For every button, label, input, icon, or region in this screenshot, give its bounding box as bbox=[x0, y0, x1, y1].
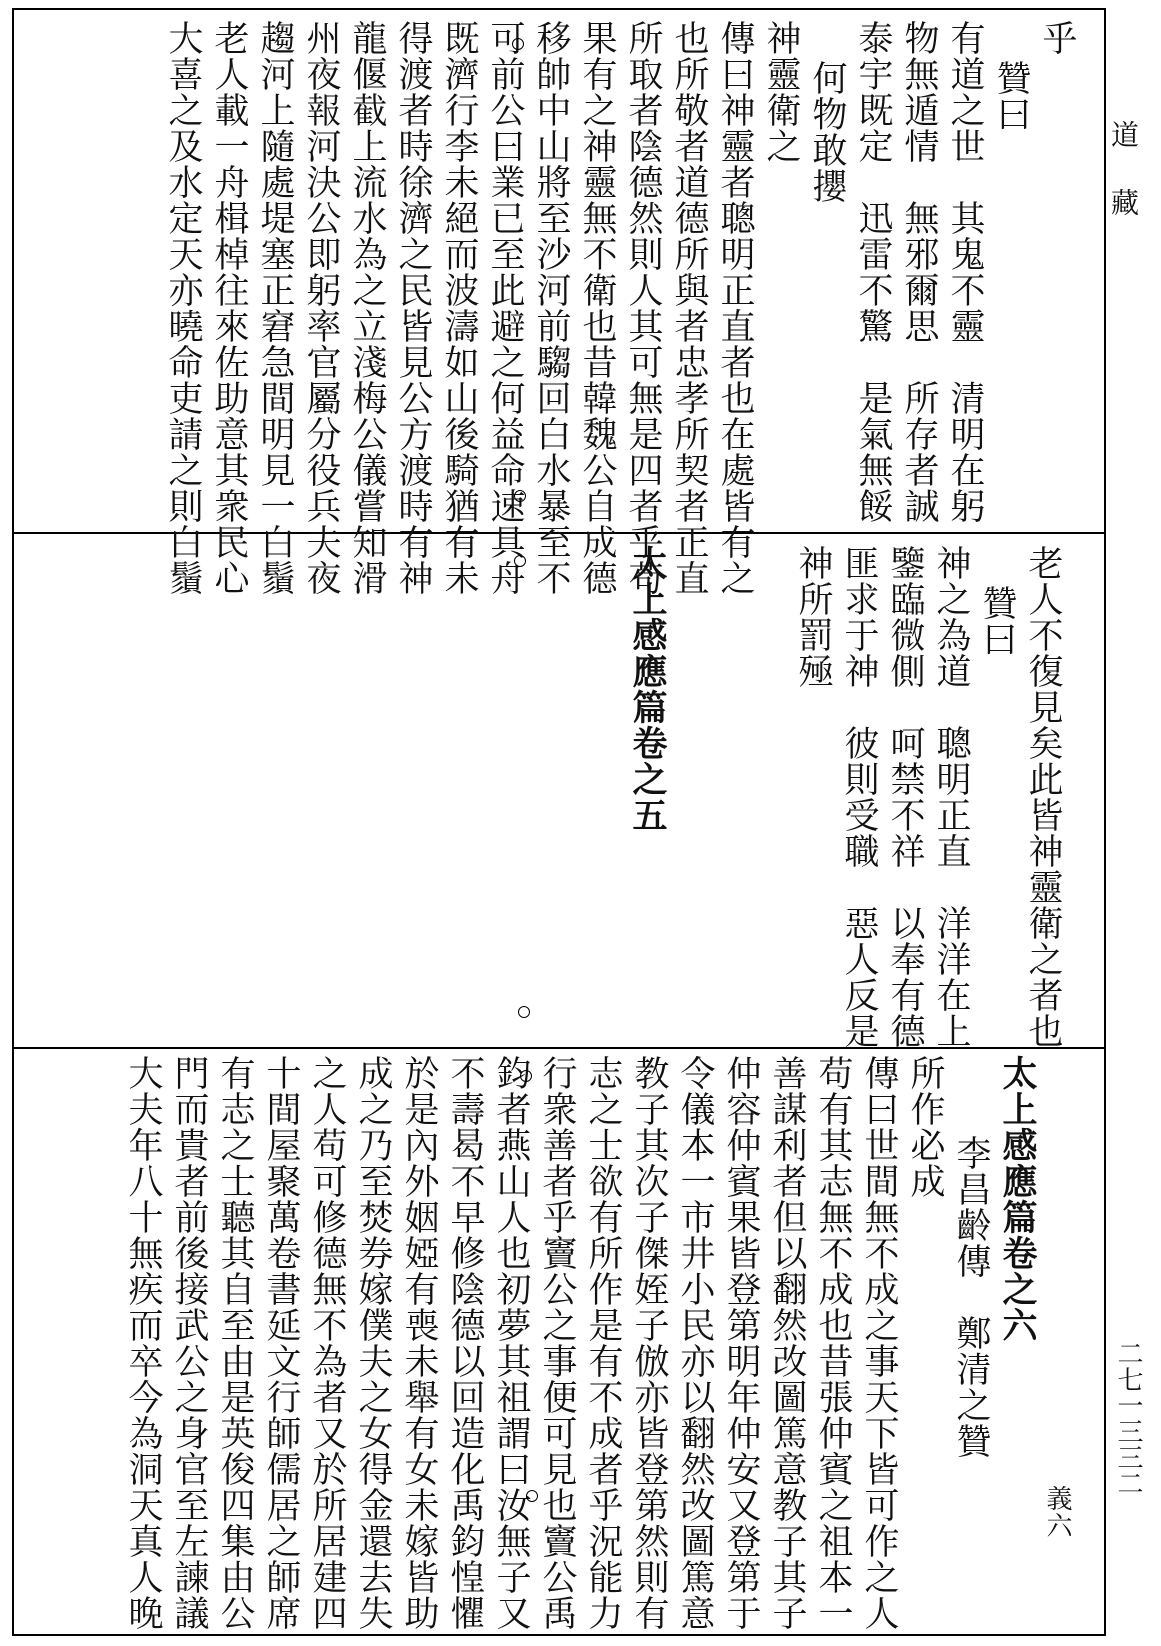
section-heading: 所作必成 bbox=[905, 1055, 945, 1199]
text-column: 十間屋聚萬卷書延文行師儒居之師席 bbox=[261, 1055, 301, 1631]
text-column: 既濟行李未絕而波濤如山後騎猶有未 bbox=[439, 20, 479, 596]
text-column: 果有之神靈無不衛也昔韓魏公自成德 bbox=[577, 20, 617, 596]
text-column: 仲容仲賓果皆登第明年仲安又登第于 bbox=[721, 1055, 761, 1631]
circle-mark bbox=[526, 1490, 538, 1502]
text-column: 善謀利者但以翻然改圖篤意教子其子 bbox=[767, 1055, 807, 1631]
text-column: 得渡者時徐濟之民皆見公方渡時有神 bbox=[393, 20, 433, 596]
text-column: 所取者陰德然則人其可無是四者乎苟 bbox=[623, 20, 663, 596]
chapter-title: 太上感應篇卷之六 bbox=[997, 1055, 1038, 1343]
text-column: 也所敬者道德所與者忠孝所契者正直 bbox=[669, 20, 709, 596]
text-column: 有道之世 其鬼不靈 清明在躬 bbox=[945, 20, 985, 524]
text-column: 有志之士聽其自至由是英俊四集由公 bbox=[215, 1055, 255, 1631]
text-column: 令儀本一市井小民亦以翻然改圖篤意 bbox=[675, 1055, 715, 1631]
text-column: 苟有其志無不成也昔張仲賓之祖本一 bbox=[813, 1055, 853, 1631]
panel-2 bbox=[20, 545, 1080, 1049]
side-header: 道藏 bbox=[1107, 120, 1140, 256]
text-column: 門而貴者前後接武公之身官至左諫議 bbox=[169, 1055, 209, 1631]
text-column: 匪求于神 彼則受職 惡人反是 bbox=[839, 545, 879, 1049]
section-number: 義六 bbox=[1042, 1485, 1072, 1539]
page-number: 二七一三三二 bbox=[1113, 1340, 1143, 1496]
text-column: 教子其次子傑姪子倣亦皆登第然則有 bbox=[629, 1055, 669, 1631]
text-column: 志之士欲有所作是有不成者乎況能力 bbox=[583, 1055, 623, 1631]
text-column: 神所罰殛 bbox=[793, 545, 833, 689]
text-column: 傳曰神靈者聰明正直者也在處皆有之 bbox=[715, 20, 755, 596]
text-column: 龍偃截上流水為之立淺梅公儀嘗知滑 bbox=[347, 20, 387, 596]
circle-mark bbox=[520, 1070, 532, 1082]
text-column: 移帥中山將至沙河前騶回白水暴至不 bbox=[531, 20, 571, 596]
text-column: 泰宇既定 迅雷不驚 是氣無餒 bbox=[853, 20, 893, 524]
panel-3 bbox=[20, 1055, 1080, 1630]
text-column: 鈞者燕山人也初夢其祖謂曰汝無子又 bbox=[491, 1055, 531, 1631]
text-column: 老人載一舟楫棹往來佐助意其衆民心 bbox=[209, 20, 249, 596]
text-column: 物無遁情 無邪爾思 所存者誠 bbox=[899, 20, 939, 524]
text-column: 之人苟可修德無不為者又於所居建四 bbox=[307, 1055, 347, 1631]
author-line: 李昌齡傳 鄭清之贊 bbox=[951, 1135, 991, 1459]
text-column: 趨河上隨處堤塞正窘急間明見一白鬚 bbox=[255, 20, 295, 596]
text-column: 大夫年八十無疾而卒今為洞天真人晚 bbox=[123, 1055, 163, 1631]
panel-1 bbox=[20, 20, 1080, 596]
text-column: 何物敢攖 bbox=[807, 60, 847, 204]
text-column: 贊曰 bbox=[991, 60, 1031, 132]
circle-mark bbox=[514, 555, 526, 567]
text-column: 行衆善者乎竇公之事便可見也竇公禹 bbox=[537, 1055, 577, 1631]
text-column: 鑒臨微側 呵禁不祥 以奉有德 bbox=[885, 545, 925, 1049]
text-column: 神之為道 聰明正直 洋洋在上 bbox=[931, 545, 971, 1049]
text-column: 於是內外姻婭有喪未舉有女未嫁皆助 bbox=[399, 1055, 439, 1631]
text-column: 大喜之及水定天亦曉命吏請之則白鬚 bbox=[163, 20, 203, 596]
text-column: 贊曰 bbox=[977, 585, 1017, 657]
text-column: 神靈衛之 bbox=[761, 20, 801, 164]
text-column: 老人不復見矣此皆神靈衛之者也 bbox=[1023, 545, 1063, 1049]
text-column: 州夜報河決公即躬率官屬分役兵夫夜 bbox=[301, 20, 341, 596]
text-column: 成之乃至焚券嫁僕夫之女得金還去失 bbox=[353, 1055, 393, 1631]
circle-mark bbox=[512, 38, 524, 50]
chapter-end-title: 太上感應篇卷之五 bbox=[627, 545, 668, 833]
circle-mark bbox=[514, 490, 526, 502]
text-column: 乎 bbox=[1037, 20, 1077, 56]
text-column: 可前公曰業已至此避之何益命速具舟 bbox=[485, 20, 525, 596]
circle-mark bbox=[518, 1006, 530, 1018]
text-column: 不壽曷不早修陰德以回造化禹鈞惶懼 bbox=[445, 1055, 485, 1631]
text-column: 傳曰世間無不成之事天下皆可作之人 bbox=[859, 1055, 899, 1631]
